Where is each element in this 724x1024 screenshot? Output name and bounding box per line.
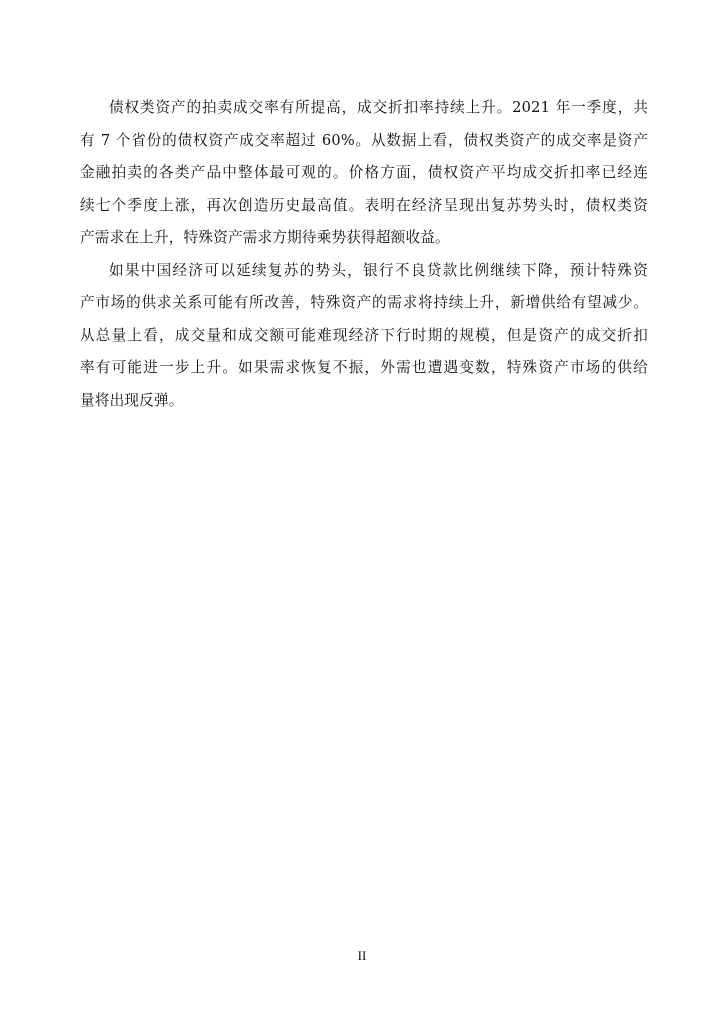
text-line: 债权类资产的拍卖成交率有所提高，成交折扣率持续上升。2021 年一季度，共 <box>109 99 648 116</box>
text-line: 产市场的供求关系可能有所改善，特殊资产的需求将持续上升，新增供给有望减少。 <box>80 294 648 311</box>
text-line: 续七个季度上涨，再次创造历史最高值。表明在经济呈现出复苏势头时，债权类资 <box>80 196 648 214</box>
text-line: 从总量上看，成交量和成交额可能难现经济下行时期的规模，但是资产的成交折扣 <box>80 326 648 344</box>
text-line: 金融拍卖的各类产品中整体最可观的。价格方面，债权资产平均成交折扣率已经连 <box>80 164 648 181</box>
text-line: 率有可能进一步上升。如果需求恢复不振，外需也遭遇变数，特殊资产市场的供给 <box>80 359 648 376</box>
text-line: 量将出现反弹。 <box>80 391 184 409</box>
paragraph-2 <box>80 255 648 418</box>
text-line: 产需求在上升，特殊资产需求方期待乘势获得超额收益。 <box>80 229 450 246</box>
body-text <box>80 92 648 417</box>
text-line: 有 7 个省份的债权资产成交率超过 60%。从数据上看，债权类资产的成交率是资产 <box>80 131 648 149</box>
page-number: II <box>357 948 367 963</box>
text-line: 如果中国经济可以延续复苏的势头，银行不良贷款比例继续下降，预计特殊资 <box>109 261 648 279</box>
paragraph-1 <box>80 92 648 255</box>
